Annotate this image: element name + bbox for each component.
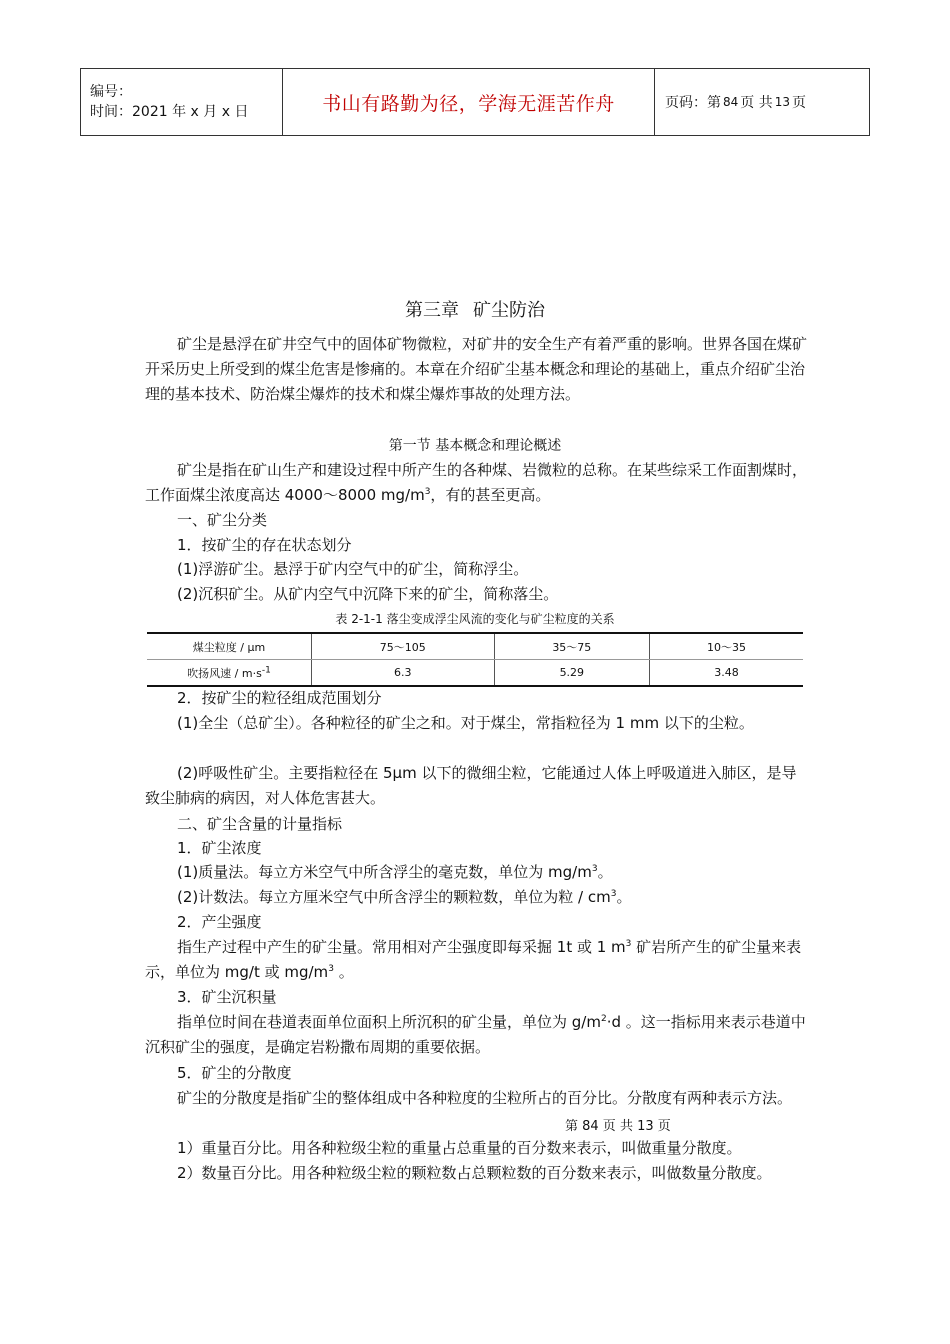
generation-sup-2: 3 xyxy=(328,964,334,974)
definition-text-a: 矿尘是指在矿山生产和建设过程中所产生的各种煤、岩微粒的总称。在某些综采工作面割煤时，工作面煤尘浓度高达 4000～8000 mg/m xyxy=(145,461,808,504)
table-row-label-sup: -1 xyxy=(261,664,271,675)
generation-text-a: 指生产过程中产生的矿尘量。常用相对产尘强度即每采掘 1t 或 1 m xyxy=(177,938,626,956)
table-cell: 35～75 xyxy=(494,633,649,660)
table-row xyxy=(147,633,803,660)
table-cell: 6.3 xyxy=(312,660,495,687)
section-heading: 第一节 基本概念和理论概述 xyxy=(388,438,562,454)
header-page-info xyxy=(655,69,869,135)
page-number: 84 xyxy=(723,95,739,109)
dispersion-heading: 5．矿尘的分散度 xyxy=(177,1064,292,1082)
classification-1-item-2: (2)沉积矿尘。从矿内空气中沉降下来的矿尘，简称落尘。 xyxy=(177,585,559,603)
classification-1-item-1: (1)浮游矿尘。悬浮于矿内空气中的矿尘，简称浮尘。 xyxy=(177,560,529,578)
chapter-number: 第三章 xyxy=(405,300,459,321)
page-total: 13 xyxy=(774,95,791,109)
classification-2-heading: 2．按矿尘的粒径组成范围划分 xyxy=(177,689,382,707)
concentration-item-2-text: (2)计数法。每立方厘米空气中所含浮尘的颗粒数，单位为粒 / cm xyxy=(177,888,611,906)
deposition-text-a: 指单位时间在巷道表面单位面积上所沉积的矿尘量，单位为 g/m xyxy=(177,1013,601,1031)
header-motto: 书山有路勤为径，学海无涯苦作舟 xyxy=(283,69,655,135)
page-prefix: 页码：第 xyxy=(665,95,721,111)
table-cell: 3.48 xyxy=(650,660,803,687)
concentration-item-1-end: 。 xyxy=(597,863,613,881)
table-row-label: 煤尘粒度 / μm xyxy=(147,633,312,660)
classification-2-item-2: (2)呼吸性矿尘。主要指粒径在 5μm 以下的微细尘粒，它能通过人体上呼吸道进入肺区，是导致尘肺病的病因，对人体危害甚大。 xyxy=(145,764,797,807)
classification-heading: 一、矿尘分类 xyxy=(177,511,268,529)
concentration-heading: 1．矿尘浓度 xyxy=(177,839,262,857)
deposition-heading: 3．矿尘沉积量 xyxy=(177,988,277,1006)
table-cell: 10～35 xyxy=(650,633,803,660)
generation-heading: 2．产尘强度 xyxy=(177,913,262,931)
generation-paragraph xyxy=(145,935,808,985)
table-row-label xyxy=(147,660,312,687)
footer-page-number: 第 84 页 共 13 页 xyxy=(565,1119,671,1134)
dispersion-item-1: 1）重量百分比。用各种粒级尘粒的重量占总重量的百分数来表示，叫做重量分散度。 xyxy=(177,1139,742,1157)
document-number-label: 编号： xyxy=(90,84,132,100)
concentration-item-2-sup: 3 xyxy=(610,889,617,899)
concentration-item-1-text: (1)质量法。每立方米空气中所含浮尘的毫克数，单位为 mg/m xyxy=(177,863,592,881)
page-header xyxy=(80,68,870,136)
deposition-paragraph xyxy=(145,1010,808,1060)
page-mid: 页 共 xyxy=(740,95,773,111)
page-suffix: 页 xyxy=(792,95,807,111)
classification-1-heading: 1．按矿尘的存在状态划分 xyxy=(177,536,352,554)
generation-text-b: 矿岩所产生的矿尘量来表示，单位为 mg/t 或 mg/m xyxy=(145,938,802,981)
particle-size-table xyxy=(147,632,803,687)
table-cell: 75～105 xyxy=(312,633,495,660)
generation-sup: 3 xyxy=(625,939,632,949)
dispersion-paragraph: 矿尘的分散度是指矿尘的整体组成中各种粒度的尘粒所占的百分比。分散度有两种表示方法。 xyxy=(177,1089,793,1107)
table-row xyxy=(147,660,803,687)
generation-text-c: 。 xyxy=(333,963,354,981)
deposition-text-b: ·d 。这一指标用来表示巷道中沉积矿尘的强度，是确定岩粉撒布周期的重要依据。 xyxy=(145,1013,806,1056)
definition-sup: 3 xyxy=(424,487,431,497)
concentration-item-1 xyxy=(145,860,808,885)
concentration-item-2 xyxy=(145,885,808,910)
definition-text-b: ，有的甚至更高。 xyxy=(430,486,551,504)
concentration-item-1-sup: 3 xyxy=(591,864,598,874)
definition-paragraph xyxy=(145,458,808,508)
dispersion-item-2: 2）数量百分比。用各种粒级尘粒的颗粒数占总颗粒数的百分数来表示，叫做数量分散度。 xyxy=(177,1164,772,1182)
deposition-sup: 2 xyxy=(600,1014,607,1024)
chapter-name: 矿尘防治 xyxy=(473,300,545,321)
classification-2-item-1: (1)全尘（总矿尘）。各种粒径的矿尘之和。对于煤尘，常指粒径为 1 mm 以下的尘粒。 xyxy=(177,714,754,732)
intro-paragraph: 矿尘是悬浮在矿井空气中的固体矿物微粒，对矿井的安全生产有着严重的影响。世界各国在煤矿开采历史上所受到的煤尘危害是惨痛的。本章在介绍矿尘基本概念和理论的基础上，重点介绍矿尘治理的基本技术、防治煤尘爆炸的技术和煤尘爆炸事故的处理方法。 xyxy=(145,335,808,403)
header-meta xyxy=(81,69,283,135)
chapter-title xyxy=(0,296,950,322)
metric-heading: 二、矿尘含量的计量指标 xyxy=(177,815,343,833)
table-row-label-text: 吹扬风速 / m·s xyxy=(187,666,262,680)
table-caption: 表 2-1-1 落尘变成浮尘风流的变化与矿尘粒度的关系 xyxy=(335,612,615,626)
document-date: 时间：2021 年 x 月 x 日 xyxy=(90,104,249,120)
table-cell: 5.29 xyxy=(494,660,649,687)
concentration-item-2-end: 。 xyxy=(616,888,632,906)
